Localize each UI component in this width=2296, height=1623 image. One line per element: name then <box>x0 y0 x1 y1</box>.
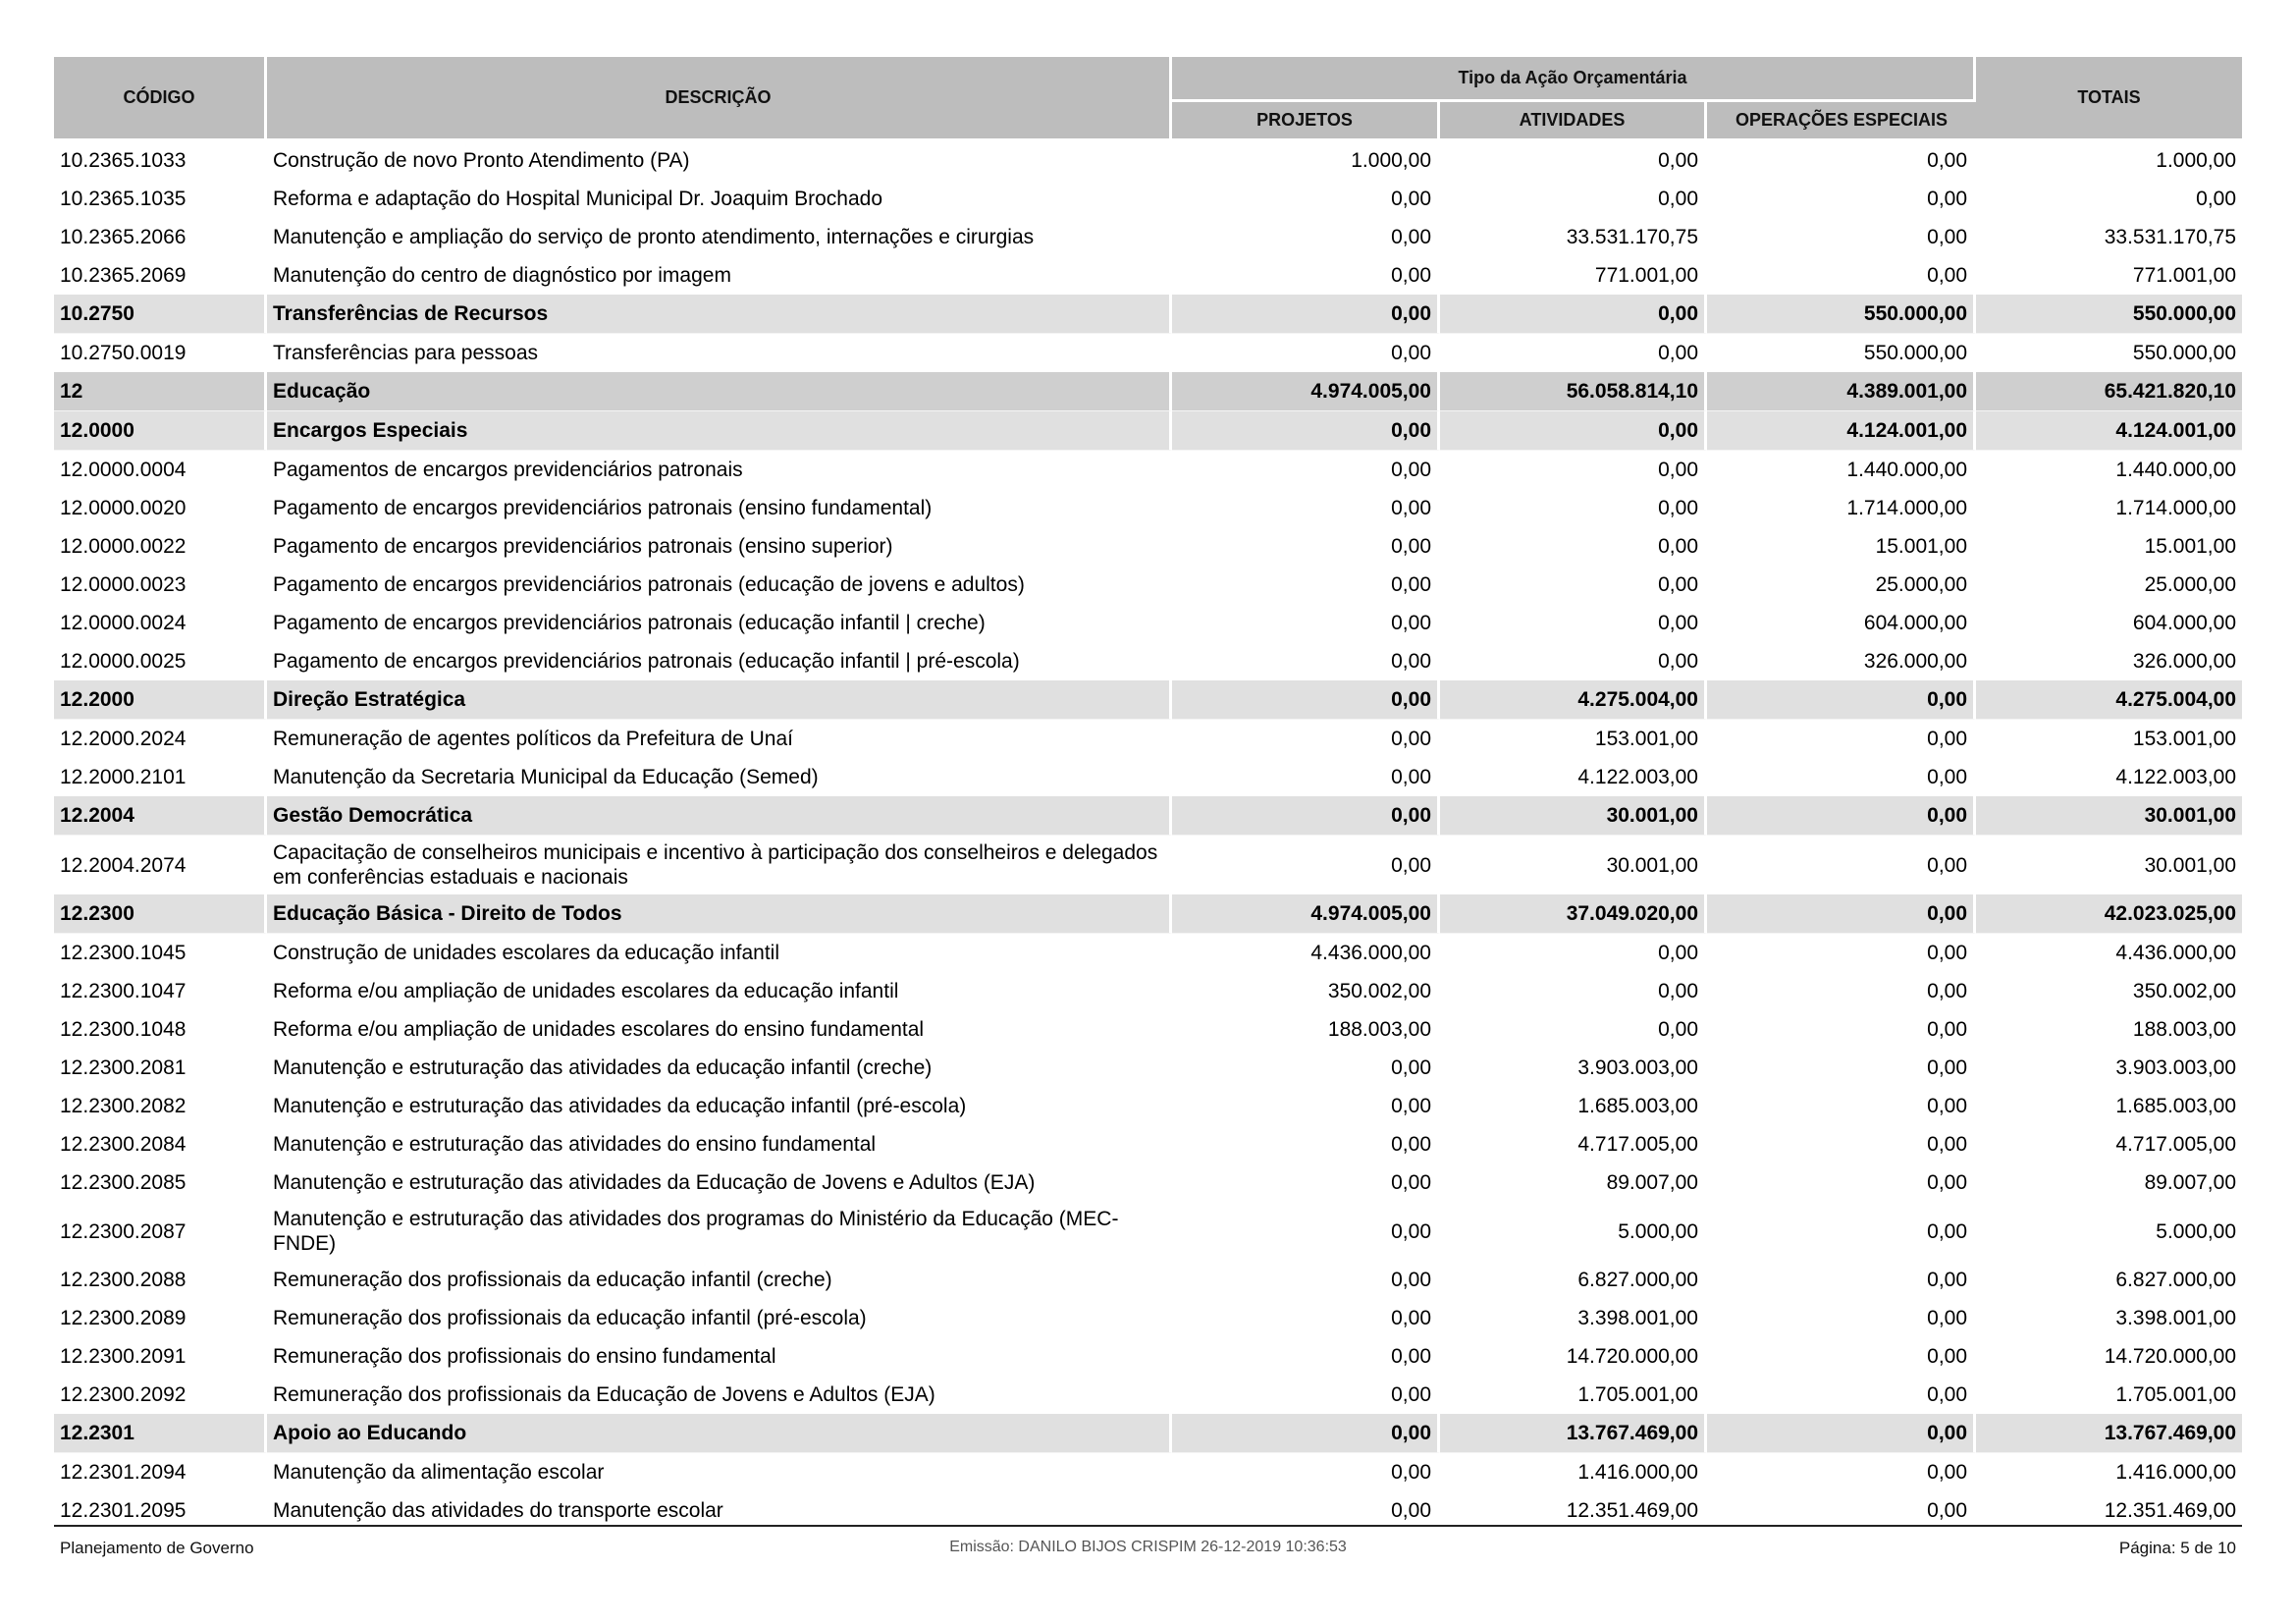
cell-descricao: Transferências de Recursos <box>267 295 1172 334</box>
cell-projetos: 0,00 <box>1391 1344 1431 1368</box>
page-footer <box>54 1539 2242 1564</box>
cell-atividades: 30.001,00 <box>1440 796 1707 836</box>
cell-atividades: 30.001,00 <box>1606 853 1698 877</box>
cell-codigo: 12.2301.2095 <box>60 1498 187 1522</box>
cell-totais: 1.000,00 <box>2156 148 2237 172</box>
cell-codigo: 12.2301 <box>54 1414 267 1453</box>
cell-codigo: 12.2300.2082 <box>60 1094 187 1117</box>
cell-descricao: Educação <box>267 372 1172 411</box>
cell-atividades: 37.049.020,00 <box>1440 894 1707 934</box>
header-operacoes-especiais: OPERAÇÕES ESPECIAIS <box>1707 102 1976 141</box>
cell-projetos: 0,00 <box>1391 225 1431 248</box>
cell-atividades: 1.705.001,00 <box>1577 1382 1698 1406</box>
cell-codigo: 12.2300.2085 <box>60 1170 187 1194</box>
cell-atividades: 153.001,00 <box>1594 727 1698 750</box>
cell-operacoes-especiais: 0,00 <box>1927 225 1968 248</box>
cell-codigo: 12.2000.2024 <box>60 727 187 750</box>
cell-atividades: 0,00 <box>1658 979 1698 1002</box>
cell-totais: 42.023.025,00 <box>1976 894 2242 934</box>
cell-operacoes-especiais: 0,00 <box>1927 1344 1968 1368</box>
cell-atividades: 3.903.003,00 <box>1577 1055 1698 1079</box>
cell-atividades: 0,00 <box>1658 941 1698 964</box>
cell-operacoes-especiais: 0,00 <box>1927 148 1968 172</box>
cell-codigo: 10.2750.0019 <box>60 341 187 364</box>
table-row <box>54 720 2242 758</box>
cell-totais: 15.001,00 <box>2144 534 2237 558</box>
table-row <box>54 141 2242 180</box>
cell-totais: 65.421.820,10 <box>1976 372 2242 411</box>
table-row <box>54 642 2242 680</box>
cell-operacoes-especiais: 0,00 <box>1927 941 1968 964</box>
cell-codigo: 12 <box>54 372 267 411</box>
table-row <box>54 758 2242 796</box>
cell-projetos: 0,00 <box>1391 727 1431 750</box>
cell-totais: 3.398.001,00 <box>2115 1306 2237 1329</box>
cell-descricao: Remuneração dos profissionais da educação infantil (pré-escola) <box>273 1306 867 1329</box>
cell-totais: 25.000,00 <box>2144 572 2237 596</box>
cell-totais: 1.440.000,00 <box>2115 458 2237 481</box>
cell-projetos: 0,00 <box>1391 1055 1431 1079</box>
cell-atividades: 33.531.170,75 <box>1566 225 1698 248</box>
cell-operacoes-especiais: 0,00 <box>1927 727 1968 750</box>
cell-operacoes-especiais: 550.000,00 <box>1863 341 1968 364</box>
header-codigo: CÓDIGO <box>54 57 267 141</box>
cell-atividades: 4.275.004,00 <box>1440 680 1707 720</box>
cell-totais: 12.351.469,00 <box>2104 1498 2237 1522</box>
table-row <box>54 1163 2242 1202</box>
cell-descricao: Manutenção e estruturação das atividades do ensino fundamental <box>273 1132 877 1156</box>
cell-operacoes-especiais: 0,00 <box>1927 1268 1968 1291</box>
cell-descricao: Construção de novo Pronto Atendimento (PA) <box>273 148 690 172</box>
cell-projetos: 4.974.005,00 <box>1172 372 1440 411</box>
cell-codigo: 12.0000.0004 <box>60 458 187 481</box>
cell-projetos: 0,00 <box>1391 341 1431 364</box>
cell-descricao: Pagamento de encargos previdenciários patronais (ensino fundamental) <box>273 496 933 519</box>
cell-codigo: 12.2300 <box>54 894 267 934</box>
cell-operacoes-especiais: 0,00 <box>1927 765 1968 788</box>
cell-operacoes-especiais: 0,00 <box>1927 263 1968 287</box>
cell-projetos: 0,00 <box>1391 1460 1431 1484</box>
table-row <box>54 972 2242 1010</box>
cell-codigo: 12.2300.2091 <box>60 1344 187 1368</box>
cell-totais: 30.001,00 <box>1976 796 2242 836</box>
cell-operacoes-especiais: 4.389.001,00 <box>1707 372 1976 411</box>
table-body <box>54 141 2242 1530</box>
cell-codigo: 12.0000.0020 <box>60 496 187 519</box>
cell-descricao: Pagamento de encargos previdenciários patronais (educação infantil | creche) <box>273 611 986 634</box>
cell-atividades: 0,00 <box>1658 534 1698 558</box>
footer-emission-info: Emissão: DANILO BIJOS CRISPIM 26-12-2019 10:36:53 <box>949 1539 1347 1555</box>
cell-projetos: 4.436.000,00 <box>1310 941 1431 964</box>
table-row <box>54 1261 2242 1299</box>
cell-projetos: 1.000,00 <box>1351 148 1431 172</box>
table-row <box>54 1087 2242 1125</box>
cell-codigo: 10.2750 <box>54 295 267 334</box>
cell-atividades: 13.767.469,00 <box>1440 1414 1707 1453</box>
header-totais: TOTAIS <box>1976 57 2242 141</box>
table-row <box>54 1049 2242 1087</box>
cell-projetos: 0,00 <box>1391 534 1431 558</box>
cell-projetos: 0,00 <box>1391 611 1431 634</box>
table-row <box>54 334 2242 372</box>
cell-projetos: 0,00 <box>1391 1170 1431 1194</box>
cell-atividades: 89.007,00 <box>1606 1170 1698 1194</box>
cell-projetos: 0,00 <box>1172 411 1440 451</box>
cell-operacoes-especiais: 0,00 <box>1927 1219 1968 1243</box>
cell-projetos: 0,00 <box>1391 572 1431 596</box>
table-row-function-total <box>54 372 2242 411</box>
cell-operacoes-especiais: 550.000,00 <box>1707 295 1976 334</box>
cell-atividades: 4.122.003,00 <box>1577 765 1698 788</box>
cell-descricao: Direção Estratégica <box>267 680 1172 720</box>
cell-descricao: Manutenção e estruturação das atividades da educação infantil (creche) <box>273 1055 933 1079</box>
cell-operacoes-especiais: 15.001,00 <box>1875 534 1968 558</box>
cell-projetos: 0,00 <box>1391 1382 1431 1406</box>
cell-atividades: 0,00 <box>1658 341 1698 364</box>
cell-operacoes-especiais: 0,00 <box>1927 979 1968 1002</box>
budget-actions-table <box>54 57 2242 1530</box>
table-row <box>54 489 2242 527</box>
cell-codigo: 12.0000.0025 <box>60 649 187 673</box>
cell-projetos: 350.002,00 <box>1327 979 1431 1002</box>
cell-operacoes-especiais: 0,00 <box>1927 1460 1968 1484</box>
table-row <box>54 180 2242 218</box>
cell-totais: 326.000,00 <box>2132 649 2237 673</box>
cell-operacoes-especiais: 0,00 <box>1927 187 1968 210</box>
cell-descricao: Manutenção e estruturação das atividades dos programas do Ministério da Educação (MEC-FNDE) <box>273 1208 1119 1255</box>
cell-totais: 350.002,00 <box>2132 979 2237 1002</box>
cell-projetos: 188.003,00 <box>1327 1017 1431 1041</box>
cell-codigo: 10.2365.2066 <box>60 225 187 248</box>
cell-codigo: 12.2000.2101 <box>60 765 187 788</box>
cell-descricao: Remuneração de agentes políticos da Prefeitura de Unaí <box>273 727 793 750</box>
cell-descricao: Encargos Especiais <box>267 411 1172 451</box>
cell-descricao: Pagamento de encargos previdenciários patronais (educação de jovens e adultos) <box>273 572 1025 596</box>
cell-totais: 4.436.000,00 <box>2115 941 2237 964</box>
budget-report-page <box>54 57 2242 1530</box>
cell-atividades: 0,00 <box>1658 1017 1698 1041</box>
cell-codigo: 12.0000.0023 <box>60 572 187 596</box>
cell-atividades: 771.001,00 <box>1594 263 1698 287</box>
cell-projetos: 0,00 <box>1391 187 1431 210</box>
cell-projetos: 0,00 <box>1172 295 1440 334</box>
table-row-program-subtotal <box>54 680 2242 720</box>
cell-operacoes-especiais: 0,00 <box>1927 1382 1968 1406</box>
cell-codigo: 12.2300.1045 <box>60 941 187 964</box>
cell-operacoes-especiais: 0,00 <box>1927 1306 1968 1329</box>
cell-operacoes-especiais: 0,00 <box>1707 796 1976 836</box>
cell-totais: 89.007,00 <box>2144 1170 2237 1194</box>
cell-atividades: 56.058.814,10 <box>1440 372 1707 411</box>
cell-totais: 550.000,00 <box>2132 341 2237 364</box>
table-row <box>54 1010 2242 1049</box>
table-row <box>54 527 2242 566</box>
cell-totais: 1.705.001,00 <box>2115 1382 2237 1406</box>
cell-totais: 4.275.004,00 <box>1976 680 2242 720</box>
cell-totais: 1.685.003,00 <box>2115 1094 2237 1117</box>
cell-atividades: 0,00 <box>1658 148 1698 172</box>
cell-codigo: 12.0000.0024 <box>60 611 187 634</box>
cell-descricao: Manutenção e estruturação das atividades da educação infantil (pré-escola) <box>273 1094 967 1117</box>
cell-totais: 4.122.003,00 <box>2115 765 2237 788</box>
cell-operacoes-especiais: 1.714.000,00 <box>1846 496 1968 519</box>
cell-operacoes-especiais: 0,00 <box>1927 1055 1968 1079</box>
cell-totais: 771.001,00 <box>2132 263 2237 287</box>
table-row <box>54 1337 2242 1376</box>
cell-totais: 14.720.000,00 <box>2104 1344 2237 1368</box>
cell-atividades: 1.685.003,00 <box>1577 1094 1698 1117</box>
cell-atividades: 0,00 <box>1658 187 1698 210</box>
cell-atividades: 14.720.000,00 <box>1566 1344 1698 1368</box>
cell-codigo: 10.2365.1033 <box>60 148 187 172</box>
header-atividades: ATIVIDADES <box>1440 102 1707 141</box>
cell-descricao: Manutenção e ampliação do serviço de pronto atendimento, internações e cirurgias <box>273 225 1035 248</box>
cell-descricao: Manutenção das atividades do transporte escolar <box>273 1498 723 1522</box>
cell-operacoes-especiais: 0,00 <box>1927 1170 1968 1194</box>
cell-projetos: 0,00 <box>1172 680 1440 720</box>
cell-atividades: 0,00 <box>1658 611 1698 634</box>
cell-atividades: 0,00 <box>1440 295 1707 334</box>
cell-operacoes-especiais: 0,00 <box>1927 1094 1968 1117</box>
cell-projetos: 0,00 <box>1391 1219 1431 1243</box>
table-row-program-subtotal <box>54 411 2242 451</box>
table-row <box>54 836 2242 894</box>
cell-atividades: 6.827.000,00 <box>1577 1268 1698 1291</box>
footer-department: Planejamento de Governo <box>60 1539 254 1557</box>
cell-codigo: 12.2300.2088 <box>60 1268 187 1291</box>
footer-divider <box>54 1525 2242 1527</box>
cell-totais: 0,00 <box>2196 187 2237 210</box>
cell-descricao: Apoio ao Educando <box>267 1414 1172 1453</box>
cell-descricao: Capacitação de conselheiros municipais e incentivo à participação dos conselheiros e delegados em conferências estaduais e nacionais <box>273 841 1158 889</box>
cell-operacoes-especiais: 0,00 <box>1927 853 1968 877</box>
cell-codigo: 12.2300.1048 <box>60 1017 187 1041</box>
table-row-program-subtotal <box>54 1414 2242 1453</box>
cell-operacoes-especiais: 0,00 <box>1707 894 1976 934</box>
table-row <box>54 604 2242 642</box>
cell-projetos: 0,00 <box>1391 1306 1431 1329</box>
cell-codigo: 12.2000 <box>54 680 267 720</box>
cell-operacoes-especiais: 0,00 <box>1927 1017 1968 1041</box>
cell-operacoes-especiais: 326.000,00 <box>1863 649 1968 673</box>
cell-atividades: 1.416.000,00 <box>1577 1460 1698 1484</box>
cell-totais: 604.000,00 <box>2132 611 2237 634</box>
cell-codigo: 12.2300.2081 <box>60 1055 187 1079</box>
cell-codigo: 12.2300.1047 <box>60 979 187 1002</box>
cell-operacoes-especiais: 1.440.000,00 <box>1846 458 1968 481</box>
cell-atividades: 0,00 <box>1658 572 1698 596</box>
cell-codigo: 12.2300.2084 <box>60 1132 187 1156</box>
table-row-program-subtotal <box>54 295 2242 334</box>
cell-projetos: 0,00 <box>1172 1414 1440 1453</box>
cell-atividades: 5.000,00 <box>1618 1219 1698 1243</box>
cell-projetos: 0,00 <box>1391 1498 1431 1522</box>
cell-descricao: Manutenção da Secretaria Municipal da Educação (Semed) <box>273 765 819 788</box>
cell-totais: 6.827.000,00 <box>2115 1268 2237 1291</box>
table-row-program-subtotal <box>54 894 2242 934</box>
cell-totais: 1.714.000,00 <box>2115 496 2237 519</box>
cell-codigo: 12.0000.0022 <box>60 534 187 558</box>
cell-projetos: 0,00 <box>1391 263 1431 287</box>
header-descricao: DESCRIÇÃO <box>267 57 1172 141</box>
table-row <box>54 1299 2242 1337</box>
cell-descricao: Manutenção e estruturação das atividades da Educação de Jovens e Adultos (EJA) <box>273 1170 1036 1194</box>
cell-atividades: 0,00 <box>1658 458 1698 481</box>
cell-totais: 1.416.000,00 <box>2115 1460 2237 1484</box>
cell-totais: 188.003,00 <box>2132 1017 2237 1041</box>
cell-operacoes-especiais: 0,00 <box>1927 1498 1968 1522</box>
cell-projetos: 0,00 <box>1391 765 1431 788</box>
cell-descricao: Manutenção da alimentação escolar <box>273 1460 605 1484</box>
header-tipo-acao: Tipo da Ação Orçamentária <box>1172 57 1976 102</box>
cell-totais: 4.124.001,00 <box>1976 411 2242 451</box>
cell-totais: 13.767.469,00 <box>1976 1414 2242 1453</box>
cell-totais: 33.531.170,75 <box>2104 225 2237 248</box>
cell-codigo: 10.2365.1035 <box>60 187 187 210</box>
cell-operacoes-especiais: 4.124.001,00 <box>1707 411 1976 451</box>
cell-totais: 550.000,00 <box>1976 295 2242 334</box>
cell-operacoes-especiais: 25.000,00 <box>1875 572 1968 596</box>
cell-codigo: 12.2004.2074 <box>60 853 187 877</box>
table-row <box>54 1202 2242 1261</box>
cell-operacoes-especiais: 604.000,00 <box>1863 611 1968 634</box>
cell-codigo: 10.2365.2069 <box>60 263 187 287</box>
cell-codigo: 12.2300.2092 <box>60 1382 187 1406</box>
table-row <box>54 256 2242 295</box>
cell-projetos: 0,00 <box>1391 1094 1431 1117</box>
cell-atividades: 4.717.005,00 <box>1577 1132 1698 1156</box>
cell-totais: 4.717.005,00 <box>2115 1132 2237 1156</box>
cell-projetos: 0,00 <box>1391 1132 1431 1156</box>
table-row <box>54 1376 2242 1414</box>
cell-codigo: 12.2004 <box>54 796 267 836</box>
cell-projetos: 0,00 <box>1391 496 1431 519</box>
cell-atividades: 12.351.469,00 <box>1566 1498 1698 1522</box>
cell-totais: 153.001,00 <box>2132 727 2237 750</box>
table-row <box>54 218 2242 256</box>
cell-totais: 5.000,00 <box>2156 1219 2237 1243</box>
cell-descricao: Transferências para pessoas <box>273 341 539 364</box>
table-row-program-subtotal <box>54 796 2242 836</box>
cell-atividades: 3.398.001,00 <box>1577 1306 1698 1329</box>
cell-projetos: 0,00 <box>1391 649 1431 673</box>
table-row <box>54 566 2242 604</box>
cell-descricao: Reforma e adaptação do Hospital Municipal Dr. Joaquim Brochado <box>273 187 883 210</box>
cell-atividades: 0,00 <box>1440 411 1707 451</box>
cell-operacoes-especiais: 0,00 <box>1707 1414 1976 1453</box>
cell-descricao: Remuneração dos profissionais da educação infantil (creche) <box>273 1268 832 1291</box>
cell-atividades: 0,00 <box>1658 649 1698 673</box>
cell-atividades: 0,00 <box>1658 496 1698 519</box>
cell-descricao: Construção de unidades escolares da educação infantil <box>273 941 780 964</box>
cell-totais: 3.903.003,00 <box>2115 1055 2237 1079</box>
table-row <box>54 1453 2242 1491</box>
cell-descricao: Gestão Democrática <box>267 796 1172 836</box>
cell-descricao: Pagamento de encargos previdenciários patronais (ensino superior) <box>273 534 893 558</box>
cell-descricao: Educação Básica - Direito de Todos <box>267 894 1172 934</box>
cell-descricao: Remuneração dos profissionais da Educação de Jovens e Adultos (EJA) <box>273 1382 935 1406</box>
cell-descricao: Pagamento de encargos previdenciários patronais (educação infantil | pré-escola) <box>273 649 1020 673</box>
cell-operacoes-especiais: 0,00 <box>1707 680 1976 720</box>
table-row <box>54 1125 2242 1163</box>
footer-page-number: Página: 5 de 10 <box>2118 1539 2236 1557</box>
cell-projetos: 0,00 <box>1172 796 1440 836</box>
cell-descricao: Manutenção do centro de diagnóstico por imagem <box>273 263 731 287</box>
table-header <box>54 57 2242 141</box>
cell-projetos: 4.974.005,00 <box>1172 894 1440 934</box>
cell-descricao: Pagamentos de encargos previdenciários patronais <box>273 458 743 481</box>
cell-codigo: 12.2301.2094 <box>60 1460 187 1484</box>
cell-operacoes-especiais: 0,00 <box>1927 1132 1968 1156</box>
cell-projetos: 0,00 <box>1391 853 1431 877</box>
cell-descricao: Reforma e/ou ampliação de unidades escolares da educação infantil <box>273 979 899 1002</box>
cell-codigo: 12.2300.2087 <box>60 1219 187 1243</box>
cell-codigo: 12.0000 <box>54 411 267 451</box>
table-row <box>54 934 2242 972</box>
cell-totais: 30.001,00 <box>2144 853 2237 877</box>
table-row <box>54 451 2242 489</box>
cell-codigo: 12.2300.2089 <box>60 1306 187 1329</box>
header-projetos: PROJETOS <box>1172 102 1440 141</box>
cell-projetos: 0,00 <box>1391 1268 1431 1291</box>
cell-descricao: Remuneração dos profissionais do ensino fundamental <box>273 1344 776 1368</box>
cell-projetos: 0,00 <box>1391 458 1431 481</box>
cell-descricao: Reforma e/ou ampliação de unidades escolares do ensino fundamental <box>273 1017 925 1041</box>
